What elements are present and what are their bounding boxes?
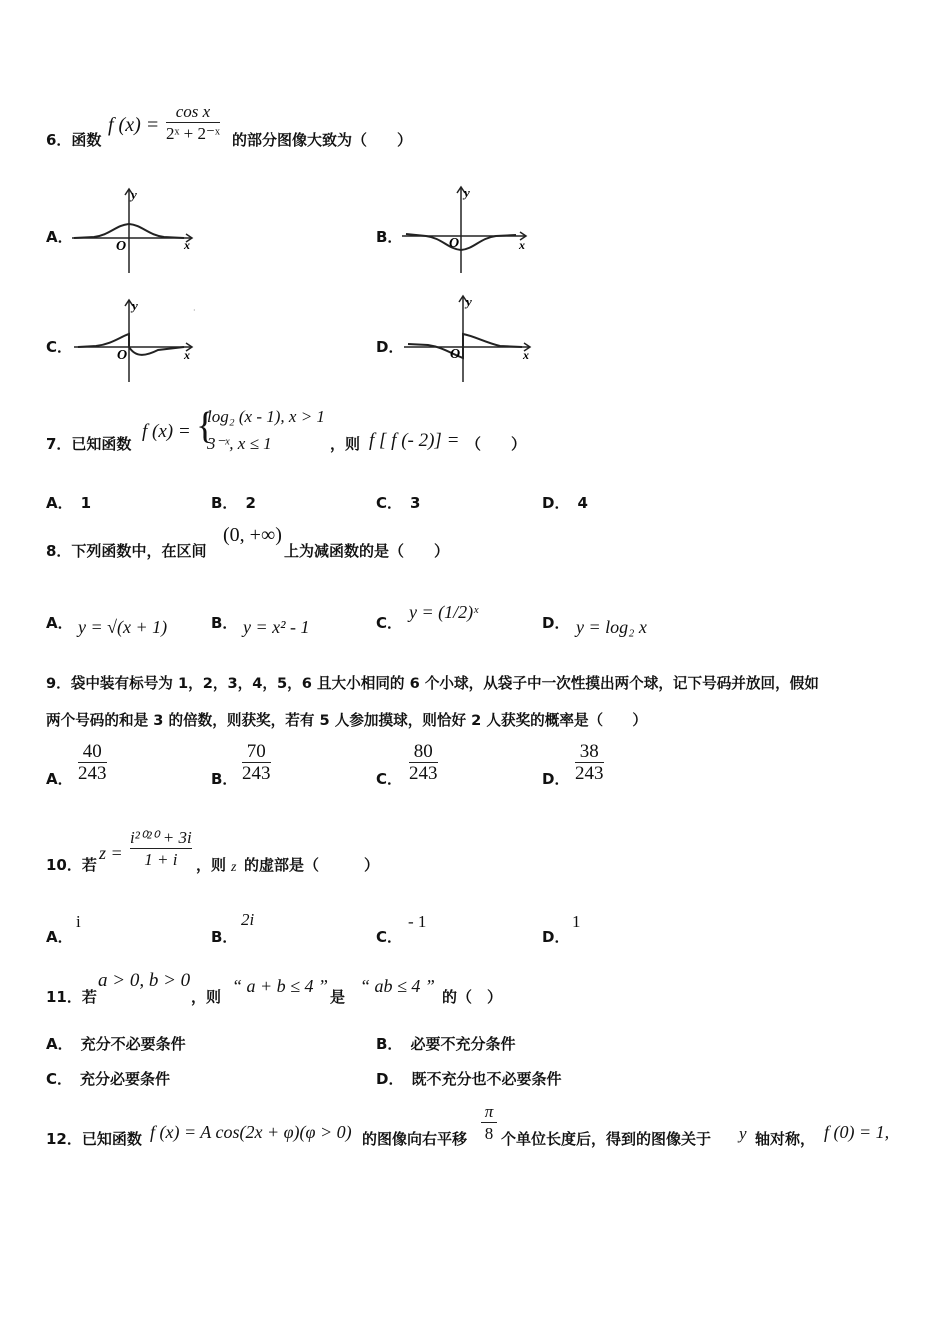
q11-then: ，则 [191, 988, 222, 1006]
option-label: A． [46, 1035, 73, 1053]
q10-option-c-value: - 1 [408, 912, 427, 931]
q12-fraction-numerator: π [484, 1102, 494, 1121]
q8-option-d-label: D． [542, 614, 570, 632]
q9-option-d-label: D． [542, 770, 570, 788]
q12-fraction-denominator: 8 [484, 1124, 494, 1143]
option-label: C． [376, 494, 403, 512]
q8-option-a-value: y = √(x + 1) [78, 617, 168, 637]
q7-function-lhs: f (x) = [142, 421, 191, 442]
option-label: C． [46, 1070, 73, 1088]
x-axis-label: x [523, 348, 529, 362]
q8-option-b-value: y = x² - 1 [243, 617, 310, 637]
q9-line-1: 9．袋中装有标号为 1，2，3，4，5，6 且大小相同的 6 个小球，从袋子中一次性摸出两个球，记下号码并放回，假如 [46, 675, 819, 692]
q9-option-b-label: B． [211, 770, 238, 788]
option-label: B． [211, 494, 238, 512]
origin-label: O [450, 347, 461, 362]
q11-condition: a > 0, b > 0 [98, 970, 191, 991]
q10-tail: 的虚部是（ ） [244, 856, 380, 874]
q8-tail: 上为减函数的是（ ） [284, 542, 450, 560]
q7-option-b [211, 492, 256, 513]
q11-number: 11．若 [46, 988, 97, 1006]
q8-option-a-label: A． [46, 614, 73, 632]
q6-graph-c [74, 296, 199, 384]
q8-number: 8．下列函数中，在区间 [46, 542, 207, 560]
q8-interval: (0, +∞) [223, 524, 282, 546]
q10-then: ，则 [196, 856, 227, 874]
q11-proposition-q: “ ab ≤ 4 ” [360, 976, 435, 996]
x-axis-label: x [184, 348, 190, 362]
q7-option-a [46, 492, 91, 513]
q12-number: 12．已知函数 [46, 1130, 142, 1148]
q6-fraction-denominator: 2ˣ + 2⁻ˣ [166, 124, 220, 143]
q6-function-lhs: f (x) = [108, 114, 160, 136]
option-value: 4 [577, 494, 588, 512]
q10-fraction-denominator: 1 + i [144, 850, 178, 869]
y-axis-label: y [466, 294, 472, 309]
q7-case-1: log₂ (x - 1), x > 1 [207, 407, 325, 426]
q10-option-b-value: 2i [241, 910, 255, 929]
q6-option-a-label: A． [46, 228, 73, 246]
q9-option-c-label: C． [376, 770, 403, 788]
origin-label: O [116, 239, 127, 254]
q10-z-lhs: z = [99, 843, 123, 863]
q10-option-a-value: i [76, 912, 81, 931]
fraction-numerator: 70 [246, 741, 266, 762]
q6-fraction [166, 102, 220, 145]
q7-option-d [542, 492, 588, 513]
q7-number: 7．已知函数 [46, 435, 132, 453]
option-value: 既不充分也不必要条件 [411, 1070, 562, 1088]
q9-option-d-fraction [575, 742, 604, 785]
option-value: 1 [80, 494, 92, 512]
q6-graph-d [404, 292, 536, 384]
q7-case-2: 3⁻ˣ, x ≤ 1 [207, 434, 272, 453]
q11-option-a [46, 1033, 186, 1054]
q6-option-c-label: C． [46, 338, 73, 356]
q10-option-a-label: A． [46, 928, 73, 946]
option-label: D． [376, 1070, 404, 1088]
origin-label: O [117, 348, 128, 363]
q10-number: 10．若 [46, 856, 97, 874]
q11-option-b [376, 1033, 515, 1054]
option-value: 必要不充分条件 [410, 1035, 516, 1053]
q6-tail: 的部分图像大致为（ ） [232, 131, 413, 149]
q12-mid-3: 轴对称， [755, 1130, 816, 1148]
x-axis-label: x [184, 238, 190, 252]
q12-mid: 的图像向右平移 [362, 1130, 468, 1148]
q9-line-2: 两个号码的和是 3 的倍数，则获奖，若有 5 人参加摸球，则恰好 2 人获奖的概率是（ ） [46, 712, 647, 729]
q8-option-c-value: y = (1/2)ˣ [409, 602, 479, 622]
q12-function: f (x) = A cos(2x + φ)(φ > 0) [150, 1122, 352, 1142]
q6-graph-a [72, 185, 197, 275]
q12-y: y [739, 1124, 747, 1143]
q6-fraction-numerator: cos x [175, 102, 211, 121]
q6-option-d-label: D． [376, 338, 404, 356]
q10-z: z [231, 860, 237, 875]
q7-expression: f [ f (- 2)] = [369, 430, 460, 451]
q12-f0: f (0) = 1, [824, 1122, 890, 1142]
option-value: 2 [245, 494, 256, 512]
q10-option-c-label: C． [376, 928, 403, 946]
q9-option-b-fraction [242, 742, 271, 785]
q12-fraction [481, 1102, 497, 1145]
q12-mid-2: 个单位长度后，得到的图像关于 [501, 1130, 712, 1148]
q9-option-a-fraction [78, 742, 107, 785]
curve [78, 334, 184, 355]
fraction-numerator: 80 [413, 741, 433, 762]
fraction-numerator: 40 [82, 741, 102, 762]
q10-option-d-label: D． [542, 928, 570, 946]
q8-option-c-label: C． [376, 614, 403, 632]
option-value: 3 [410, 494, 421, 512]
option-label: D． [542, 494, 570, 512]
q10-fraction-numerator: i²⁰²⁰ + 3i [130, 828, 192, 847]
q7-paren: （ ） [466, 435, 527, 453]
q7-piecewise-brace: { [196, 405, 215, 447]
fraction-numerator: 38 [579, 741, 599, 762]
q6-option-b-label: B． [376, 228, 403, 246]
q10-option-d-value: 1 [572, 912, 581, 931]
q11-is: 是 [330, 988, 346, 1006]
q11-option-d [376, 1068, 561, 1089]
q7-then: ，则 [330, 435, 361, 453]
curve [408, 334, 522, 358]
fraction-denominator: 243 [409, 763, 438, 784]
option-label: A． [46, 494, 73, 512]
y-axis-label: y [132, 298, 138, 313]
q8-option-b-label: B． [211, 614, 238, 632]
origin-label: O [449, 236, 460, 251]
option-value: 充分不必要条件 [80, 1035, 186, 1053]
option-value: 充分必要条件 [80, 1070, 171, 1088]
q9-option-c-fraction [409, 742, 438, 785]
fraction-denominator: 243 [242, 763, 271, 784]
stray-mark: · [193, 306, 196, 315]
q6-graph-b [402, 183, 532, 275]
q8-option-d-value: y = log₂ x [576, 617, 647, 637]
y-axis-label: y [131, 187, 137, 202]
y-axis-label: y [464, 185, 470, 200]
q11-proposition-p: “ a + b ≤ 4 ” [232, 976, 329, 996]
x-axis-label: x [519, 238, 525, 252]
q9-option-a-label: A． [46, 770, 73, 788]
q10-option-b-label: B． [211, 928, 238, 946]
option-label: B． [376, 1035, 403, 1053]
q11-tail: 的（ ） [442, 988, 503, 1006]
q10-fraction [130, 828, 192, 871]
fraction-denominator: 243 [78, 763, 107, 784]
q6-number: 6．函数 [46, 131, 102, 149]
q11-option-c [46, 1068, 170, 1089]
fraction-denominator: 243 [575, 763, 604, 784]
q7-option-c [376, 492, 420, 513]
